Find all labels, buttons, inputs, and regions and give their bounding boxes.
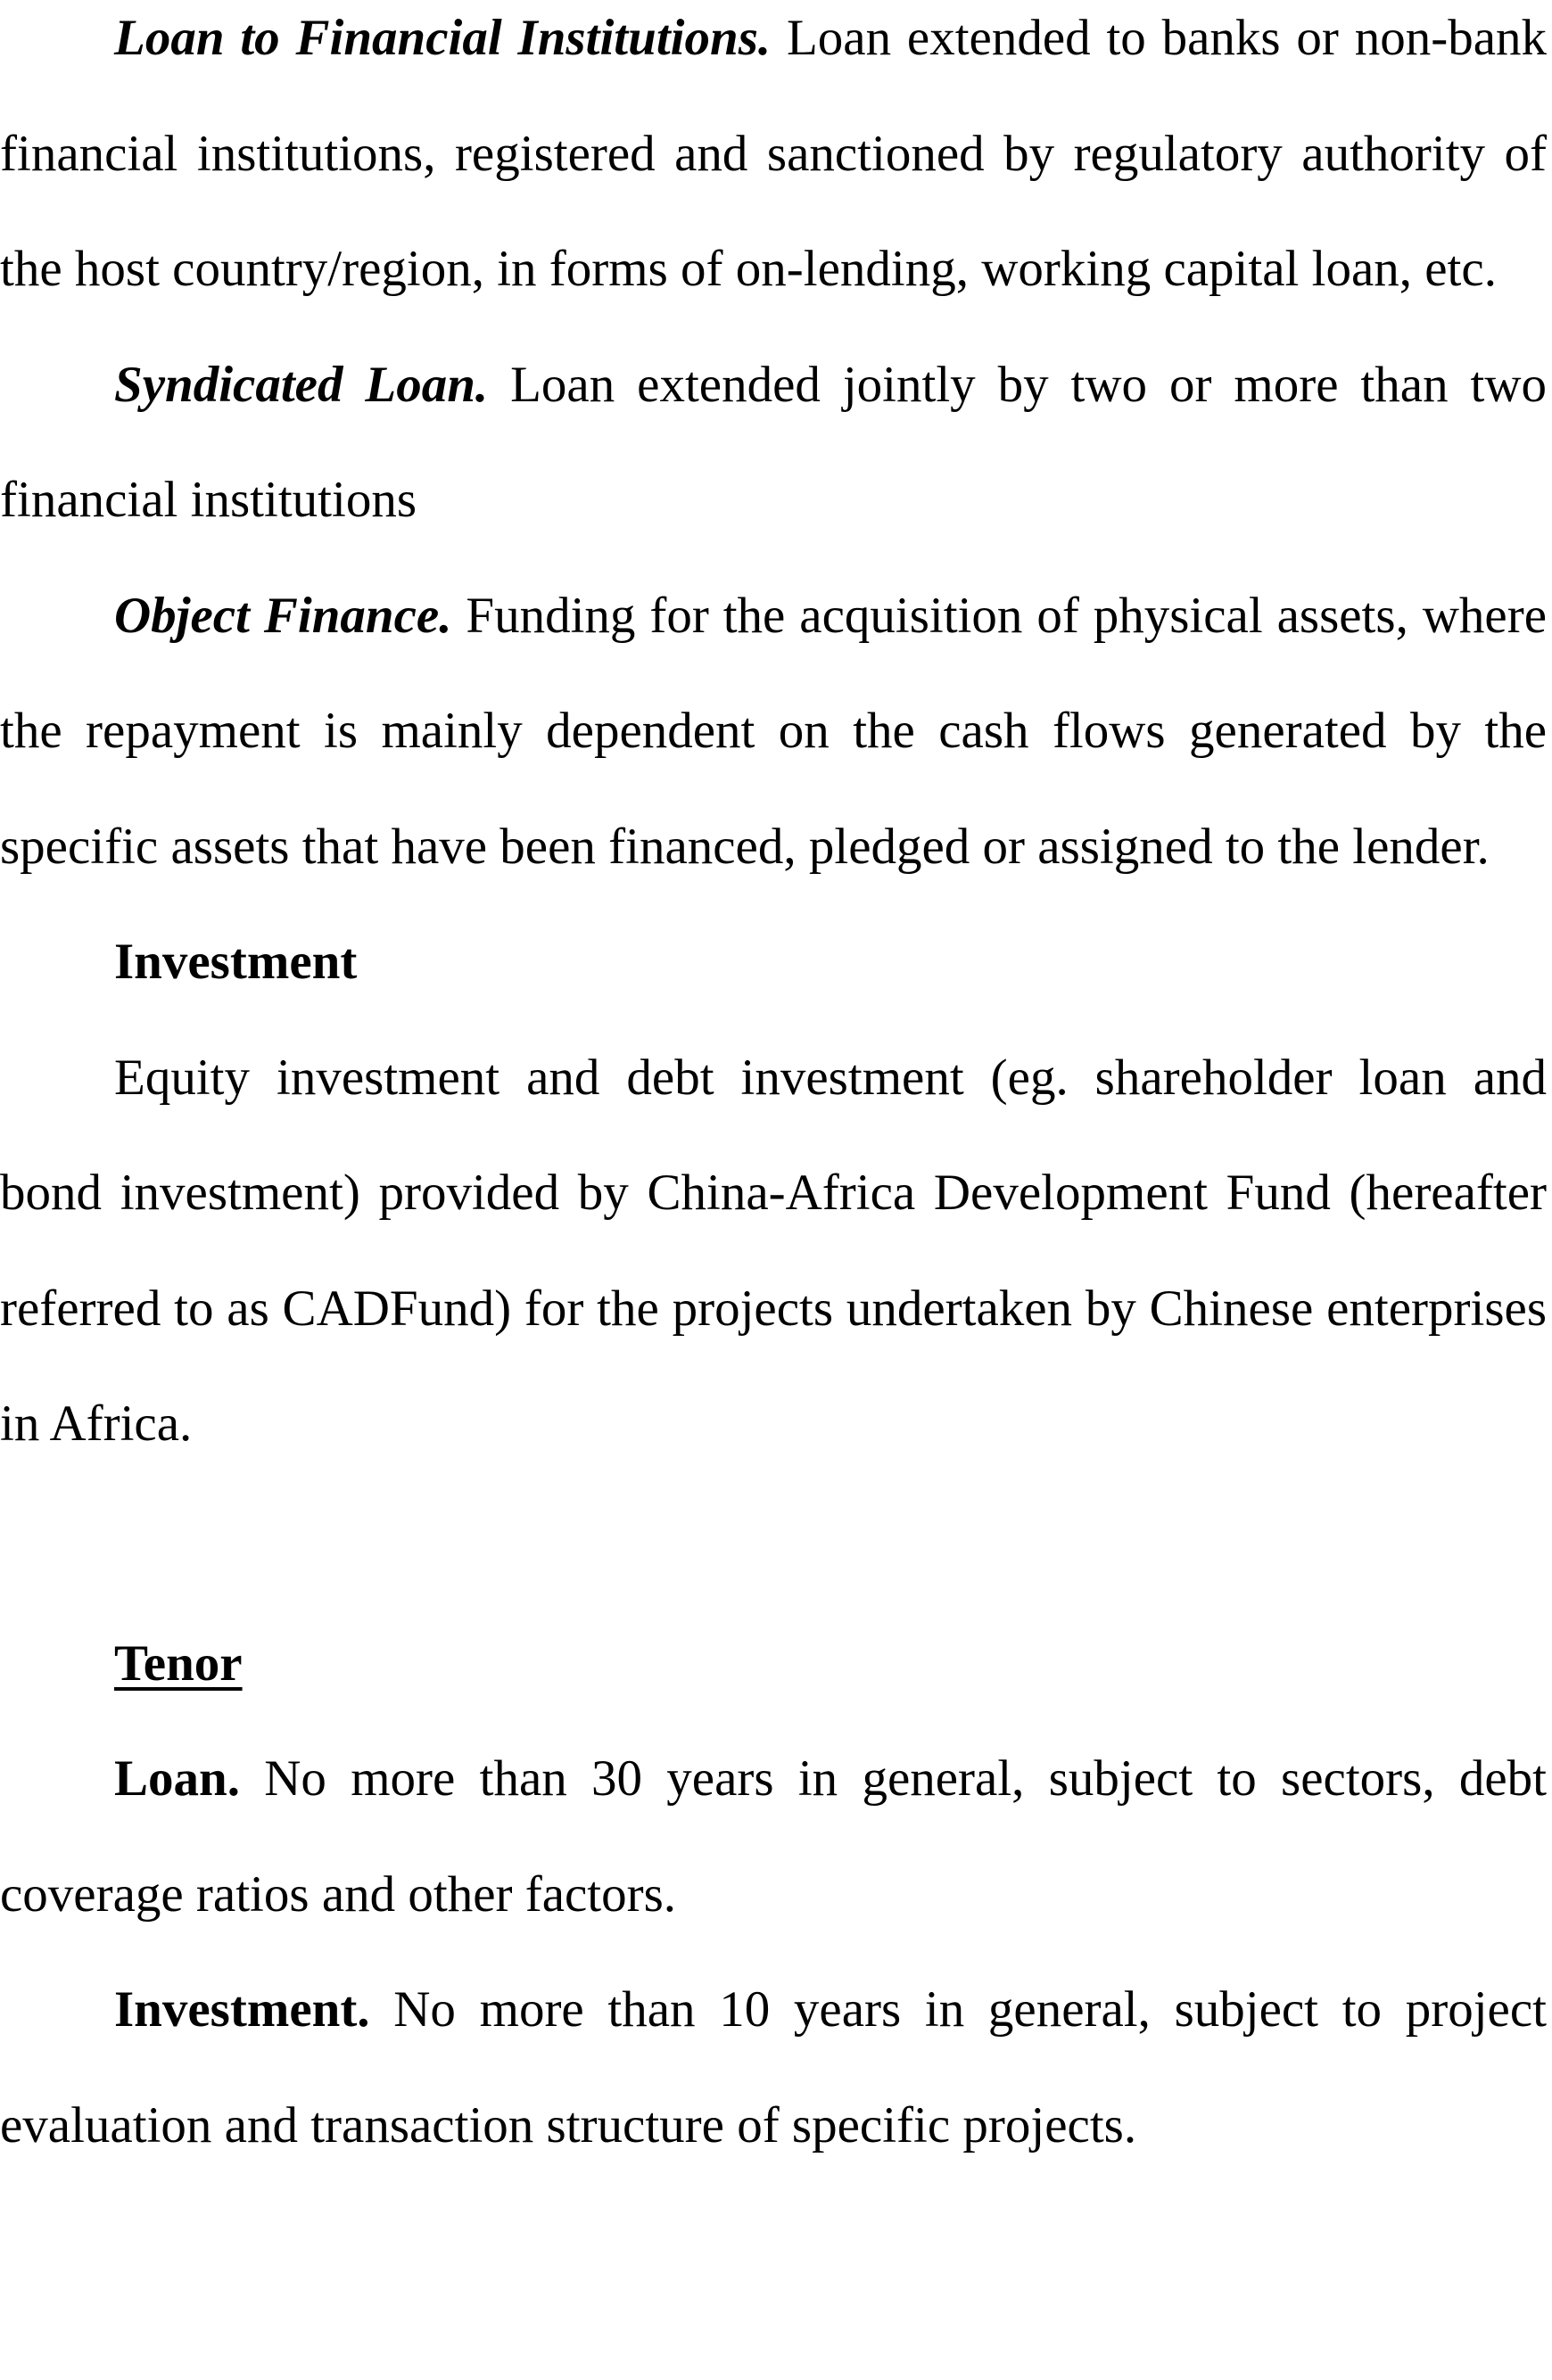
definition-tenor-loan: No more than 30 years in general, subject to sectors, debt coverage ratios and other factors.	[0, 1750, 1547, 1923]
heading-tenor-text: Tenor	[114, 1635, 243, 1692]
section-spacer	[0, 1482, 1552, 1606]
term-tenor-investment: Investment.	[114, 1981, 370, 2038]
definition-syndicated-loan: Loan extended jointly by two or more than two financial institutions	[0, 356, 1548, 528]
definition-object-finance: Funding for the acquisition of physical assets, where the repayment is mainly dependent on the cash flows generated by the specific assets that have been financed, pledged or assigned to the lender.	[0, 587, 1547, 875]
heading-investment: Investment	[114, 934, 358, 990]
term-loan-to-financial-institutions: Loan to Financial Institutions.	[114, 10, 772, 66]
paragraph-syndicated-loan	[0, 327, 1547, 558]
paragraph-tenor-investment	[0, 1952, 1547, 2183]
paragraph-loan-to-financial-institutions	[0, 0, 1547, 327]
term-tenor-loan: Loan.	[114, 1750, 240, 1807]
definition-loan-to-financial-institutions: Loan extended to banks or non-bank financial institutions, registered and sanctioned by regulatory authority of the host country/region, in forms of on-lending, working capital loan, etc.	[0, 10, 1547, 297]
term-syndicated-loan: Syndicated Loan.	[114, 356, 489, 413]
definition-tenor-investment: No more than 10 years in general, subject to project evaluation and transaction structure of specific projects.	[0, 1981, 1547, 2154]
heading-tenor	[0, 1606, 1552, 1722]
paragraph-investment: Equity investment and debt investment (eg. shareholder loan and bond investment) provided by China-Africa Development Fund (hereafter referred to as CADFund) for the projects undertaken by Chinese enterprises in Africa.	[0, 1049, 1547, 1452]
paragraph-tenor-loan	[0, 1721, 1547, 1952]
paragraph-object-finance	[0, 558, 1547, 905]
term-object-finance: Object Finance.	[114, 587, 452, 644]
